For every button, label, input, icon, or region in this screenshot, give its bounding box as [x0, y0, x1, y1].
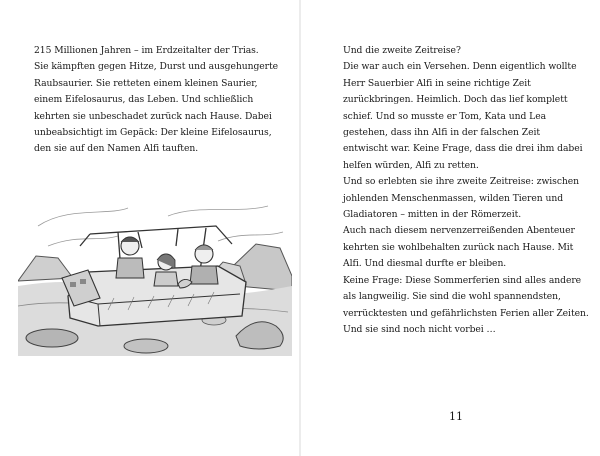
right-line-1: Und die zweite Zeitreise?: [343, 45, 461, 56]
right-line-14: Alfi. Und diesmal durfte er bleiben.: [343, 258, 507, 270]
right-line-6: gestehen, dass ihn Alfi in der falschen Zeit: [343, 127, 541, 139]
right-line-16: als langweilig. Sie sind die wohl spannendsten,: [343, 291, 561, 303]
right-line-5: schief. Und so musste er Tom, Kata und Lea: [343, 110, 547, 122]
left-line-6: unbeabsichtigt im Gepäck: Der kleine Eifelosaurus,: [34, 127, 272, 139]
time-machine-illustration: [18, 186, 292, 356]
right-page-text: [343, 43, 589, 338]
left-line-4: einem Eifelosaurus, das Leben. Und schließlich: [34, 94, 254, 106]
right-line-2: Die war auch ein Versehen. Denn eigentlich wollte: [343, 61, 577, 73]
right-line-13: kehrten sie wohlbehalten zurück nach Hause. Mit: [343, 241, 574, 253]
page-number: 11: [449, 410, 463, 423]
right-line-18: Und sie sind noch nicht vorbei …: [343, 323, 496, 335]
left-line-2: Sie kämpften gegen Hitze, Durst und ausgehungerte: [34, 61, 279, 73]
right-line-4: zurückbringen. Heimlich. Doch das lief komplett: [343, 94, 568, 106]
right-line-7: entwischt war. Keine Frage, dass die drei ihm dabei: [343, 143, 583, 155]
right-line-15: Keine Frage: Diese Sommerferien sind alles andere: [343, 274, 582, 286]
right-line-9: Und so erlebten sie ihre zweite Zeitreise: zwischen: [343, 176, 580, 188]
left-line-1: 215 Millionen Jahren – im Erdzeitalter der Trias.: [34, 45, 259, 56]
right-line-10: johlenden Menschenmassen, wilden Tieren und: [343, 192, 564, 204]
left-line-7: den sie auf den Namen Alfi tauften.: [34, 143, 199, 155]
left-page-text: [34, 43, 278, 158]
right-line-3: Herr Sauerbier Alfi in seine richtige Zeit: [343, 77, 531, 89]
right-line-8: helfen würden, Alfi zu retten.: [343, 159, 479, 171]
left-line-3: Raubsaurier. Sie retteten einem kleinen Saurier,: [34, 77, 258, 89]
left-line-5: kehrten sie unbeschadet zurück nach Hause. Dabei: [34, 110, 272, 122]
page-gutter: [299, 0, 301, 456]
right-line-11: Gladiatoren – mitten in der Römerzeit.: [343, 209, 522, 221]
right-line-12: Auch nach diesem nervenzerreißenden Abenteuer: [343, 225, 575, 237]
right-line-17: verrücktesten und gefährlichsten Ferien aller Zeiten.: [343, 307, 589, 319]
